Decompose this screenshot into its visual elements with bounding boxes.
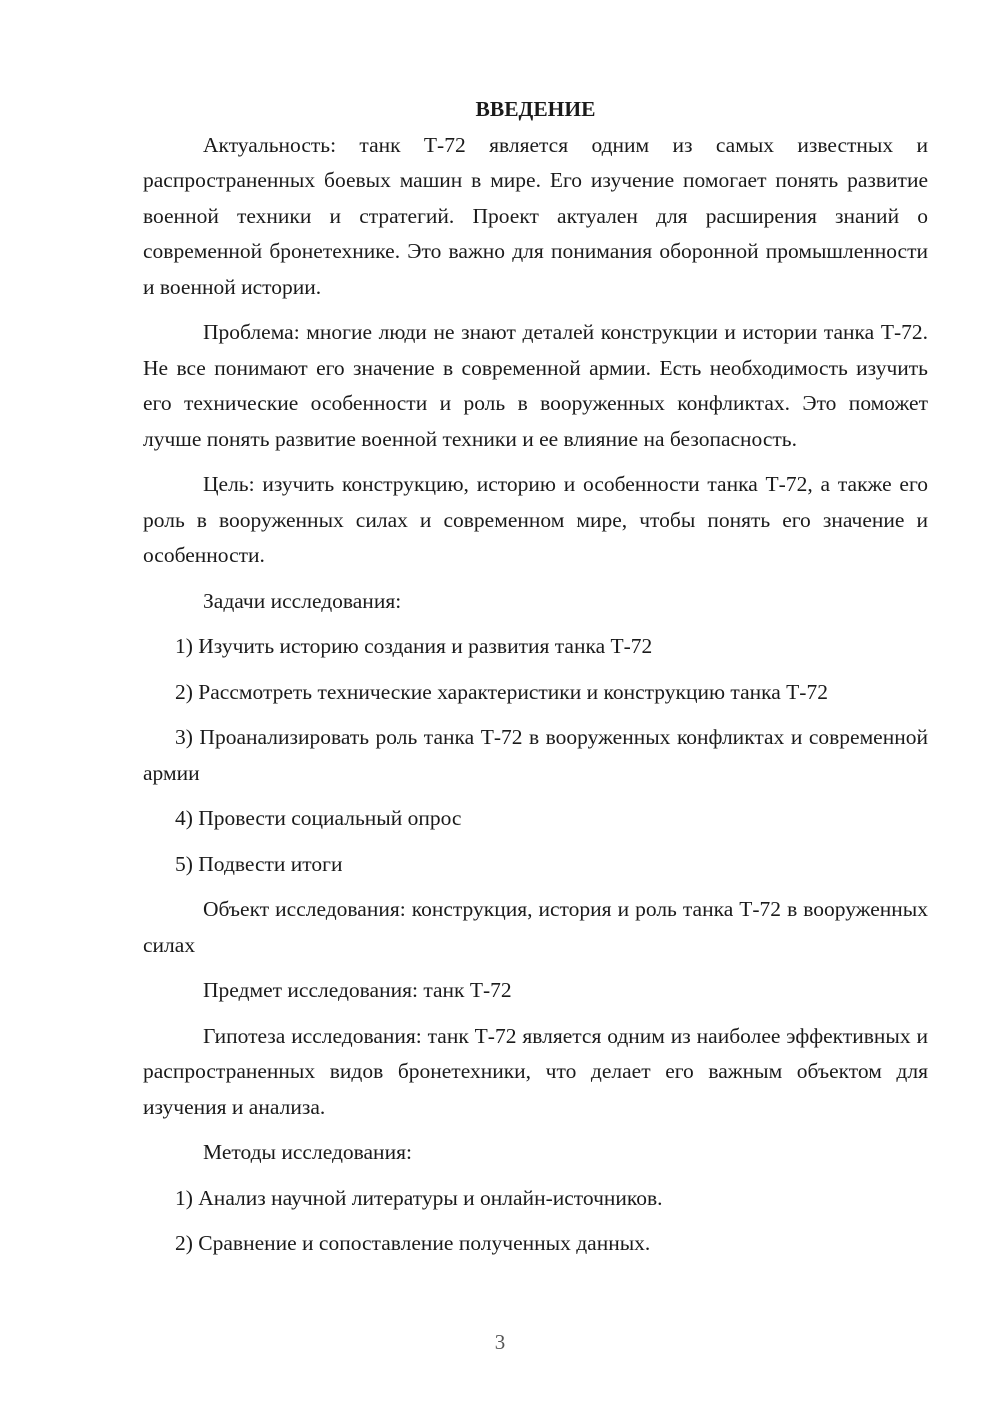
task-item: 4) Провести социальный опрос: [175, 806, 462, 830]
page-number: 3: [494, 1330, 506, 1354]
problem-paragraph: Проблема: многие люди не знают деталей конструкции и истории танка Т-72. Не все понимают его значение в современной армии. Есть необходимость изучить его технические особенности и роль в вооруженных конфликтах. Это поможет лучше понять развитие военной техники и ее влияние на безопасность.: [143, 320, 928, 451]
method-item: 1) Анализ научной литературы и онлайн-источников.: [175, 1185, 663, 1210]
task-item: 5) Подвести итоги: [175, 851, 343, 876]
tasks-heading: Задачи исследования:: [203, 588, 402, 613]
object-paragraph: Объект исследования: конструкция, история и роль танка Т-72 в вооруженных силах: [143, 897, 928, 957]
task-item: 2) Рассмотреть технические характеристики и конструкцию танка Т-72: [175, 679, 828, 704]
page-title: ВВЕДЕНИЕ: [475, 97, 596, 121]
subject-paragraph: Предмет исследования: танк Т-72: [203, 978, 512, 1002]
hypothesis-paragraph: Гипотеза исследования: танк Т-72 является одним из наиболее эффективных и распространенных видов бронетехники, что делает его важным объектом для изучения и анализа.: [143, 1023, 928, 1119]
methods-heading: Методы исследования:: [203, 1140, 412, 1164]
relevance-paragraph: Актуальность: танк Т-72 является одним из самых известных и распространенных боевых машин в мире. Его изучение помогает понять развитие военной техники и стратегий. Проект актуален для расширения знаний о современной бронетехнике. Это важно для понимания оборонной промышленности и военной истории.: [143, 132, 928, 299]
document-page: [143, 92, 928, 1272]
method-item: 2) Сравнение и сопоставление полученных данных.: [175, 1231, 651, 1255]
task-item: 3) Проанализировать роль танка Т-72 в вооруженных конфликтах и современной армии: [143, 725, 928, 785]
goal-paragraph: Цель: изучить конструкцию, историю и особенности танка Т-72, а также его роль в вооруженных силах и современном мире, чтобы понять его значение и особенности.: [143, 472, 928, 567]
task-item: 1) Изучить историю создания и развития танка Т-72: [175, 634, 653, 658]
